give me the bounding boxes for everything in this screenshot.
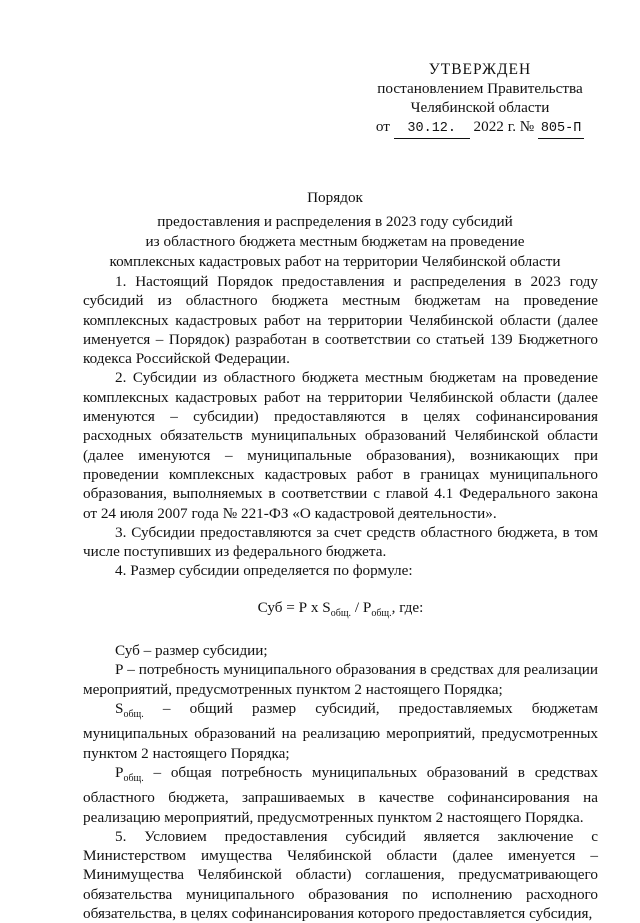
document-body [83,272,598,923]
document-title [70,188,600,272]
term-p-text: – общая потребность муниципальных образований в средствах областного бюджета, запрашиваемых в качестве софинансирования на реализацию мероприятий, предусмотренных пунктом 2 настоящего Порядка. [83,763,598,826]
approval-line-1: постановлением Правительства [377,80,583,97]
paragraph-5: 5. Условием предоставления субсидий является заключение с Министерством имущества Челябинской области (далее именуется – Минимущества Челябинской области) соглашения, предусматривающего обязательства муниципального образования по исполнению расходного обязательства, в целях софинансирования которого предоставляется субсидия, [83,827,598,922]
title-line-2: из областного бюджета местным бюджетам на проведение [145,233,525,250]
formula-mid: / Р [351,598,372,616]
approval-stamp: УТВЕРЖДЕН [428,61,532,78]
title-line-3: комплексных кадастровых работ на территории Челябинской области [109,253,561,270]
term-p-sub: общ. [123,772,144,784]
paragraph-1: 1. Настоящий Порядок предоставления и распределения в 2023 году субсидий из областного бюджета местным бюджетам на проведение комплексных кадастровых работ на территории Челябинской области (далее именуется – Порядок) разработан в соответствии со статьей 139 Бюджетного кодекса Российской Федерации. [83,273,598,368]
term-p: Р – потребность муниципального образования в средствах для реализации мероприятий, предусмотренных пунктом 2 настоящего Порядка; [83,661,598,698]
approval-year: 2022 г. № [473,118,535,135]
title-line-1: предоставления и распределения в 2023 году субсидий [157,213,513,230]
approval-from: от [375,118,390,135]
formula-sub-1: общ. [330,607,352,619]
formula-sub-2: общ. [371,607,392,619]
approval-line-2: Челябинской области [410,99,550,116]
paragraph-2: 2. Субсидии из областного бюджета местным бюджетам на проведение комплексных кадастровых работ на территории Челябинской области (далее именуются – субсидии) предоставляются в целях софинансирования расходных обязательств муниципальных образований Челябинской области (далее именуются – муниципальные образования), возникающих при проведении комплексных кадастровых работ в границах муниципального образования, выполняемых в соответствии с главой 4.1 Федерального закона от 24 июля 2007 года № 221-ФЗ «О кадастровой деятельности». [83,369,598,522]
term-p-symbol: Р [115,763,124,781]
term-sub: Суб – размер субсидии; [115,642,268,660]
approval-date-line [360,117,600,139]
formula [83,598,598,623]
term-s-symbol: S [115,699,124,717]
formula-tail: , где: [391,598,424,616]
term-p-total [83,763,598,827]
paragraph-3: 3. Субсидии предоставляются за счет средств областного бюджета, в том числе поступивших из федерального бюджета. [83,523,598,561]
approval-block [360,60,600,139]
paragraph-4: 4. Размер субсидии определяется по формуле: [115,562,413,580]
title-heading: Порядок [307,189,363,206]
approval-number: 805-П [538,119,584,139]
formula-lhs: Суб = Р х S [257,598,331,616]
term-s-total [83,699,598,763]
approval-date: 30.12. [394,119,470,139]
term-s-sub: общ. [123,709,144,720]
term-s-text: – общий размер субсидий, предоставляемых бюджетам муниципальных образований на реализацию мероприятий, предусмотренных пунктом 2 настоящего Порядка; [83,699,598,762]
